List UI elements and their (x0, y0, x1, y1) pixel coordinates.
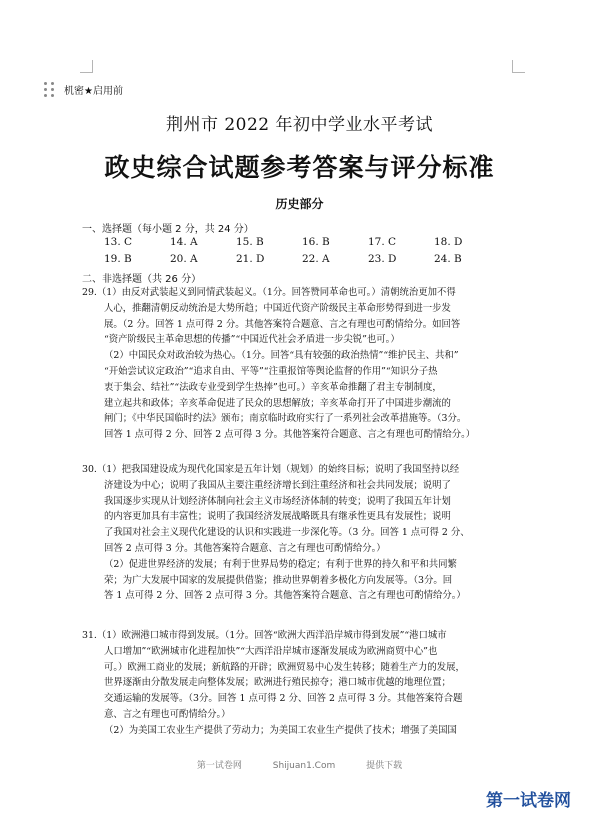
answer-line: 31.（1）欧洲港口城市得到发展。（1分。回答“欧洲大西洋沿岸城市得到发展”“港口城市 (82, 630, 447, 641)
exam-title: 荆州市 2022 年初中学业水平考试 (165, 115, 434, 135)
answer-line: 可。）欧洲工商业的发展；新航路的开辟；欧洲贸易中心发生转移；随着生产力的发展， (104, 661, 465, 673)
page-corner-mark-top-right (512, 60, 525, 73)
answer-line: 了我国对社会主义现代化建设的认识和实践进一步深化等。（3 分。回答 1 点可得 2 分、 (104, 527, 470, 539)
answer-line: 衷于集会、结社”“法政专业受到学生热捧”也可。）辛亥革命推翻了君主专制制度， (104, 381, 442, 393)
answer-item: 13. C (104, 236, 133, 248)
answer-line: 交通运输的发展等。（3分。回答 1 点可得 2 分、回答 2 点可得 3 分。其他答案符合题 (104, 693, 463, 705)
question-29-answer (82, 285, 530, 443)
footer-site-url: Shijuan1.Com (272, 761, 336, 771)
answer-item: 24. B (434, 253, 462, 265)
part-heading: 历史部分 (275, 197, 324, 211)
section-heading-choice: 一、选择题（每小题 2 分，共 24 分） (82, 224, 254, 235)
answer-line: 我国逐步实现从计划经济体制向社会主义市场经济体制的转变；说明了我国五年计划 (104, 495, 451, 507)
confidential-label: 机密★启用前 (64, 86, 123, 97)
answer-line: 展。（2 分。回答 1 点可得 2 分。其他答案符合题意、言之有理也可酌情给分。如回答 (104, 318, 461, 330)
brand-watermark: 第一试卷网 (486, 791, 571, 811)
answer-line: 30.（1）把我国建设成为现代化国家是五年计划（规划）的始终目标；说明了我国坚持以经 (82, 464, 460, 475)
answer-line: （2）促进世界经济的发展；有利于世界局势的稳定；有利于世界的持久和平和共同繁 (104, 558, 457, 570)
drag-handle-icon[interactable] (44, 82, 56, 98)
footer-download-text: 提供下载 (366, 761, 403, 771)
footer-site-name: 第一试卷网 (196, 761, 242, 771)
answer-item: 20. A (170, 253, 198, 265)
answer-line: （2）中国民众对政治较为热心。（1分。回答“具有较强的政治热情”“维护民主、共和” (104, 350, 459, 362)
answer-line: 回答 2 点可得 3 分。其他答案符合题意、言之有理也可酌情给分。） (104, 542, 386, 554)
answer-item: 22. A (302, 253, 330, 265)
answer-line: “资产阶级民主革命思想的传播”“中国近代社会矛盾进一步尖锐”也可。） (104, 334, 400, 346)
answer-item: 17. C (368, 236, 397, 248)
answer-item: 21. D (236, 253, 265, 265)
page-corner-mark-top-left (80, 60, 93, 73)
answer-line: 29.（1）由反对武装起义到同情武装起义。（1分。回答赞同革命也可。）清朝统治更加不得 (82, 287, 456, 298)
answer-item: 14. A (170, 236, 198, 248)
answer-item: 15. B (236, 236, 264, 248)
answer-line: 意、言之有理也可酌情给分。） (104, 708, 231, 720)
answer-line: 回答 1 点可得 2 分、回答 2 点可得 3 分。其他答案符合题意、言之有理也可酌情给分。） (104, 429, 476, 441)
answer-line: 人口增加”“欧洲城市化进程加快”“大西洋沿岸城市逐渐发展成为欧洲商贸中心”也 (104, 645, 438, 657)
answer-item: 23. D (368, 253, 397, 265)
answer-line: 的内容更加具有丰富性；说明了我国经济发展战略既具有继承性更具有发展性；说明 (104, 511, 451, 523)
answer-line: 荣；为广大发展中国家的发展提供借鉴；推动世界朝着多极化方向发展等。（3分。回 (104, 574, 453, 586)
answer-item: 19. B (104, 253, 132, 265)
answer-line: 济建设为中心；说明了我国从主要注重经济增长到注重经济和社会共同发展；说明了 (104, 479, 451, 491)
answer-item: 18. D (434, 236, 463, 248)
answer-item: 16. B (302, 236, 330, 248)
answer-line: 世界逐渐由分散发展走向整体发展；欧洲进行殖民掠夺；港口城市优越的地理位置； (104, 677, 451, 689)
answer-line: 答 1 点可得 2 分、回答 2 点可得 3 分。其他答案符合题意、言之有理也可酌情给分。） (104, 590, 466, 602)
page-footer (0, 758, 599, 771)
answer-line: “开始尝试议定政治”“追求自由、平等”“注重报馆等舆论监督的作用”“知识分子热 (104, 365, 438, 377)
document-title: 政史综合试题参考答案与评分标准 (104, 153, 495, 182)
answer-line: 闸门；《中华民国临时约法》颁布；南京临时政府实行了一系列社会改革措施等。（3分。 (104, 413, 467, 425)
answer-line: （2）为美国工农业生产提供了劳动力；为美国工农业生产提供了技术；增强了美国国 (104, 724, 457, 736)
question-30-answer (82, 462, 530, 604)
question-31-answer (82, 628, 530, 739)
answer-line: 建立起共和政体；辛亥革命促进了民众的思想解放；辛亥革命打开了中国进步潮流的 (104, 397, 451, 409)
answer-line: 人心，推翻清朝反动统治是大势所趋；中国近代资产阶级民主革命形势得到进一步发 (104, 302, 451, 314)
section-heading-nonchoice: 二、非选择题（共 26 分） (82, 274, 202, 285)
